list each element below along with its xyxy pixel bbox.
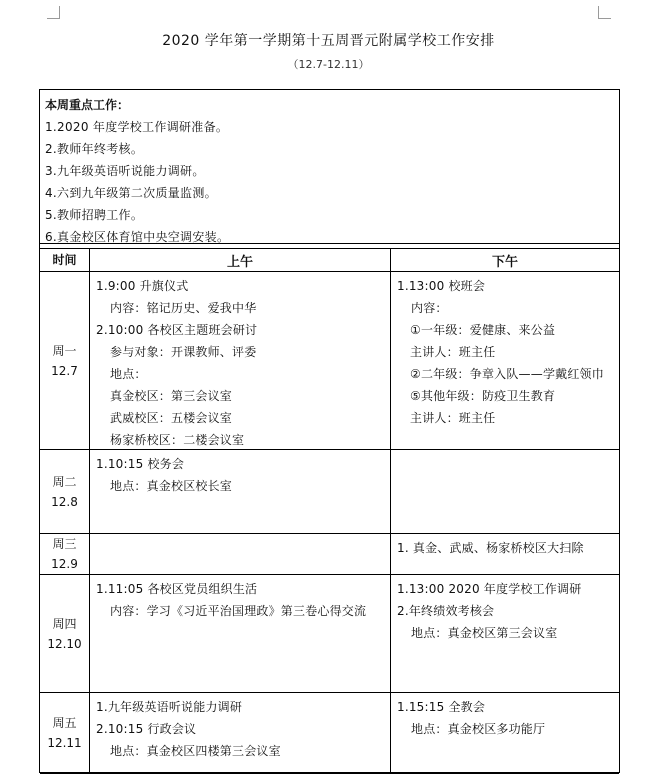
morning-line: 1.10:15 校务会 [96, 457, 185, 471]
day-label [40, 272, 90, 449]
morning-line: 1.九年级英语听说能力调研 [96, 700, 243, 714]
morning-cell [90, 272, 391, 449]
morning-line: 2.10:15 行政会议 [96, 722, 197, 736]
day-date: 12.11 [47, 736, 82, 750]
morning-line: 内容：学习《习近平治国理政》第三卷心得交流 [110, 604, 367, 618]
afternoon-line: 主讲人：班主任 [410, 345, 496, 359]
day-label [40, 693, 90, 773]
morning-cell [90, 693, 391, 773]
afternoon-line: 内容： [411, 301, 448, 315]
day-name: 周一 [52, 343, 77, 358]
afternoon-line: 1.13:00 校班会 [397, 279, 486, 293]
afternoon-line: ①一年级：爱健康、来公益 [410, 323, 556, 337]
afternoon-cell [391, 272, 619, 449]
afternoon-cell [391, 534, 619, 574]
crop-mark-top-right [598, 6, 611, 19]
weekly-focus-box [40, 90, 619, 244]
header-morning: 上午 [90, 249, 391, 271]
focus-item: 1.2020 年度学校工作调研准备。 [45, 120, 229, 134]
afternoon-cell [391, 693, 619, 773]
day-date: 12.10 [47, 636, 82, 651]
header-time: 时间 [40, 249, 90, 271]
crop-mark-top-left [47, 6, 60, 19]
focus-item: 5.教师招聘工作。 [45, 208, 144, 222]
afternoon-line: 主讲人：班主任 [410, 411, 496, 425]
date-range: （12.7-12.11） [287, 58, 370, 71]
afternoon-line: 1.13:00 2020 年度学校工作调研 [397, 582, 582, 596]
header-afternoon: 下午 [491, 254, 518, 270]
morning-line: 地点：真金校区四楼第三会议室 [110, 744, 281, 758]
afternoon-line: 1. 真金、武威、杨家桥校区大扫除 [397, 541, 584, 555]
day-row-wednesday [40, 534, 619, 575]
morning-cell [90, 575, 391, 692]
table-header-row [40, 249, 619, 272]
afternoon-line: 地点：真金校区第三会议室 [411, 626, 558, 640]
morning-line: 杨家桥校区：二楼会议室 [110, 433, 245, 447]
schedule-sheet [39, 89, 620, 773]
morning-line: 参与对象：开课教师、评委 [110, 345, 257, 359]
afternoon-cell [391, 575, 619, 692]
afternoon-line: ⑤其他年级：防疫卫生教育 [410, 389, 556, 403]
afternoon-cell [391, 450, 619, 533]
afternoon-line: ②二年级：争章入队——学戴红领巾 [410, 367, 604, 381]
day-date: 12.7 [51, 363, 78, 378]
morning-cell [90, 450, 391, 533]
day-row-friday [40, 693, 619, 774]
weekly-focus-heading: 本周重点工作： [45, 98, 130, 112]
focus-item: 3.九年级英语听说能力调研。 [45, 164, 205, 178]
morning-cell [90, 534, 391, 574]
day-label [40, 575, 90, 692]
morning-line: 地点：真金校区校长室 [110, 479, 233, 493]
afternoon-line: 地点：真金校区多功能厅 [411, 722, 546, 736]
afternoon-line: 2.年终绩效考核会 [397, 604, 495, 618]
document-title: 2020 学年第一学期第十五周晋元附属学校工作安排 [162, 33, 495, 49]
day-name: 周五 [52, 716, 77, 730]
day-name: 周二 [52, 474, 77, 489]
day-date: 12.9 [51, 557, 78, 571]
focus-item: 2.教师年终考核。 [45, 142, 144, 156]
day-name: 周三 [52, 537, 77, 551]
day-label [40, 450, 90, 533]
schedule-table [40, 248, 619, 758]
focus-item: 4.六到九年级第二次质量监测。 [45, 186, 217, 200]
morning-line: 1.9:00 升旗仪式 [96, 279, 189, 293]
morning-line: 2.10:00 各校区主题班会研讨 [96, 323, 258, 337]
day-label [40, 534, 90, 574]
day-row-monday [40, 272, 619, 450]
day-row-tuesday [40, 450, 619, 534]
day-date: 12.8 [51, 494, 78, 509]
morning-line: 武威校区：五楼会议室 [110, 411, 233, 425]
morning-line: 内容：铭记历史、爱我中华 [110, 301, 257, 315]
day-name: 周四 [52, 616, 77, 631]
day-row-thursday [40, 575, 619, 693]
focus-item: 6.真金校区体育馆中央空调安装。 [45, 230, 230, 244]
morning-line: 1.11:05 各校区党员组织生活 [96, 582, 258, 596]
morning-line: 地点： [110, 367, 147, 381]
afternoon-line: 1.15:15 全教会 [397, 700, 486, 714]
morning-line: 真金校区：第三会议室 [110, 389, 233, 403]
